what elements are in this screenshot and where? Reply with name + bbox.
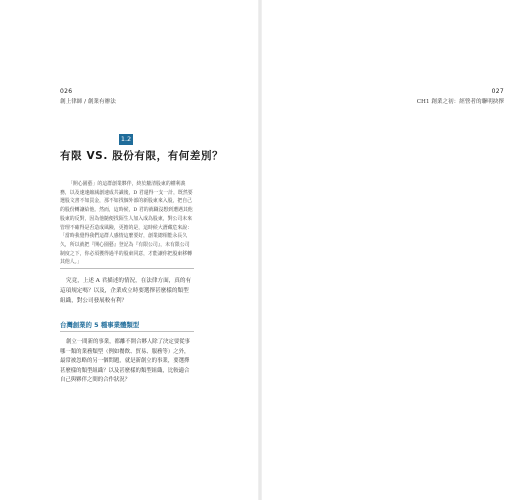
running-header-left: 創上律師 / 創業有辦法 xyxy=(60,99,116,105)
section-number-badge: 1.2 xyxy=(120,135,132,143)
section-title: 有限 VS. 股份有限，有何差別？ xyxy=(60,150,224,162)
subheading: 台灣創業的 5 種事業體類型 xyxy=(60,320,194,332)
page-number-left: 026 xyxy=(60,88,73,95)
running-header-right: CH1 創業之初：經營者的聯明抉擇 xyxy=(416,99,504,105)
case-quote: 「開心園藝」的這群創業夥伴，終於釐清股東的權利義務，以及速速縮減創速成共識後，D 君還得一支一計，既然要選股文書不如買金，那不如找個外部的新股東來入股，把自己的股份轉讓給他。然而，這時候，D 君的就職沒想到遭遇其他股東的反對，因為他隨便找陌生人加入成為股東，對公司未來管理不確得是否造成風險，更擔的是，這時候大潛藏危來說：「當時我覺得我們這群人感情這麼要好，創業總相能永長久久，所以就把『開心園藝』登記為『有限公司』，未有限公司制度之下，你必須獲得過半的股東同意，才能讓你把股東移轉其他人。」 xyxy=(60,181,193,266)
quote-divider xyxy=(60,268,194,269)
body-paragraph-left: 創立一間新的事業，都離不開合夥人除了決定要從事哪一類的業務類型（例如餐飲、貿易、服務等）之外，最常被忽略的另一個問題，就是新創立的事業，要選擇甚麼樣的類型組織？以及甚麼樣的類型組織，比較適合自己與夥伴之間的合作狀況？ xyxy=(60,339,190,384)
question-paragraph: 究竟，上述 A 君描述的情況，在法律方面，真的有這項規定嗎？以及，企業成立時要選擇甚麼樣的類型組織，對公司發展較有利？ xyxy=(60,278,192,304)
right-page xyxy=(260,0,520,500)
page-number-right: 027 xyxy=(491,88,504,95)
